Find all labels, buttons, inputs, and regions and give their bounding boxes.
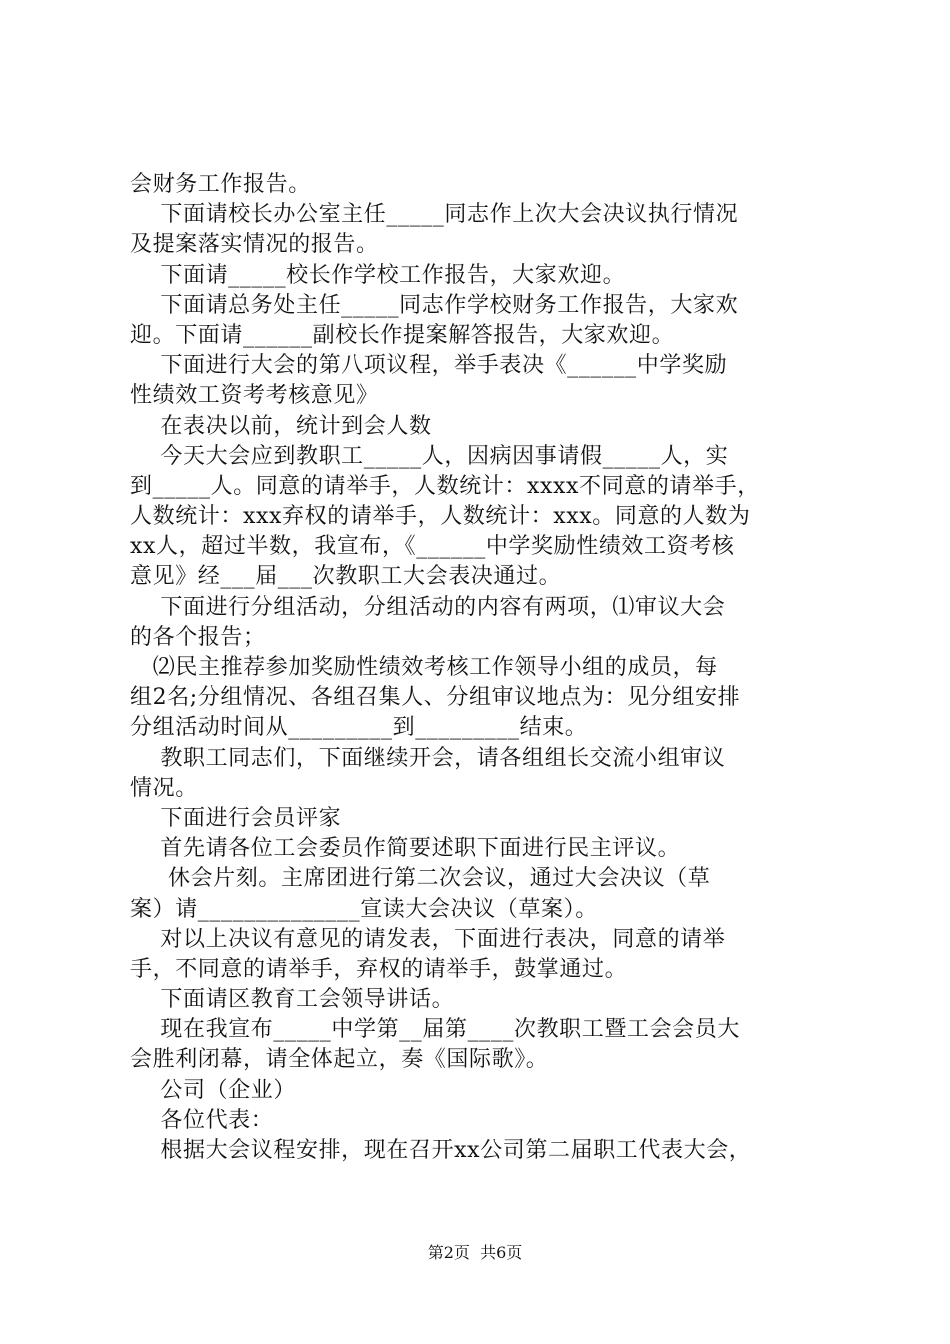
text-line: 下面进行分组活动，分组活动的内容有两项，⑴审议大会 [130,594,726,620]
text-line: 今天大会应到教职工_____人，因病因事请假_____人，实 [130,443,729,469]
text-line: 下面进行大会的第八项议程，举手表决《______中学奖励 [130,353,728,379]
text-line: 休会片刻。主席团进行第二次会议，通过大会决议（草 [130,866,711,892]
page-footer: 第2页 共6页 [427,1243,523,1262]
text-line: 教职工同志们，下面继续开会，请各组组长交流小组审议 [130,745,726,771]
text-line: 案）请______________宣读大会决议（草案）。 [130,896,598,922]
text-line: 各位代表： [130,1107,274,1133]
text-line: 公司（企业） [130,1077,296,1103]
text-line: 到_____人。同意的请举手，人数统计：xxxx不同意的请举手， [130,473,760,499]
document-body [130,170,840,1166]
text-line: 下面请总务处主任_____同志作学校财务工作报告，大家欢 [130,292,739,318]
text-line: 根据大会议程安排，现在召开xx公司第二届职工代表大会， [130,1138,752,1163]
text-line: 对以上决议有意见的请发表，下面进行表决，同意的请举 [130,926,726,952]
text-line: 的各个报告； [130,624,266,650]
text-line: 性绩效工资考考核意见》 [130,383,379,409]
text-line: 手，不同意的请举手，弃权的请举手，鼓掌通过。 [130,956,628,982]
text-line: xx人，超过半数，我宣布，《______中学奖励性绩效工资考核 [130,534,735,560]
text-line: 首先请各位工会委员作简要述职下面进行民主评议。 [130,836,681,862]
text-line: 下面请_____校长作学校工作报告，大家欢迎。 [130,262,626,288]
text-line: 情况。 [130,775,198,801]
text-line: 现在我宣布_____中学第__届第____次教职工暨工会会员大 [130,1017,740,1043]
text-line: 分组活动时间从_________到_________结束。 [130,715,588,741]
text-line: 会财务工作报告。 [130,172,311,197]
text-line: 下面请校长办公室主任_____同志作上次大会决议执行情况 [130,202,739,228]
text-line: 下面进行会员评家 [130,805,342,831]
text-line: 迎。下面请______副校长作提案解答报告，大家欢迎。 [130,322,675,348]
text-line: 人数统计：xxx弃权的请举手，人数统计：xxx。同意的人数为 [130,504,751,530]
text-line: 会胜利闭幕，请全体起立，奏《国际歌》。 [130,1047,549,1073]
text-line: 在表决以前，统计到会人数 [130,413,432,439]
text-line: 下面请区教育工会领导讲话。 [130,987,455,1013]
text-line: 及提案落实情况的报告。 [130,232,379,258]
text-line: 意见》经___届___次教职工大会表决通过。 [130,564,562,590]
text-line: ⑵民主推荐参加奖励性绩效考核工作领导小组的成员，每 [130,655,718,680]
text-line: 组2名;分组情况、各组召集人、分组审议地点为：见分组安排 [130,685,741,711]
